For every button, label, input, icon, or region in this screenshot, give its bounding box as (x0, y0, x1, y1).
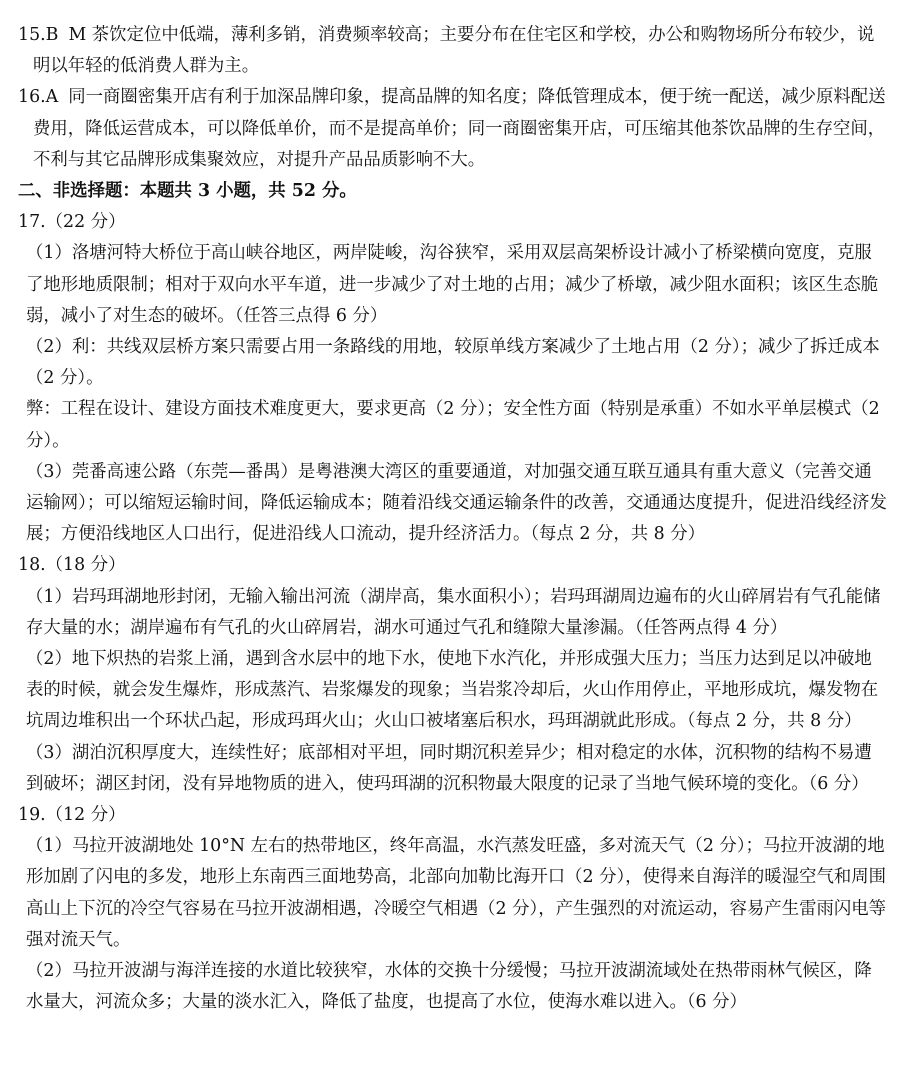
answer-16-text: 同一商圈密集开店有利于加深品牌印象，提高品牌的知名度；降低管理成本，便于统一配送，减少原料配送费用，降低运营成本，可以降低单价，而不是提高单价；同一商圈密集开店，可压缩其他茶饮品牌的生存空间，不利与其它品牌形成集聚效应，对提升产品品质影响不大。 (33, 87, 886, 170)
question-18-part-1: （1）岩玛珥湖地形封闭，无输入输出河流（湖岸高，集水面积小）；岩玛珥湖周边遍布的火山碎屑岩有气孔能储存大量的水；湖岸遍布有气孔的火山碎屑岩，湖水可通过气孔和缝隙大量渗漏。（任答两点得 4 分） (26, 586, 881, 638)
question-19-heading: 19.（12 分） (18, 805, 126, 826)
section-heading: 二、非选择题：本题共 3 小题，共 52 分。 (18, 181, 357, 202)
answer-15-label: 15.B (18, 25, 59, 45)
question-18-heading: 18.（18 分） (18, 555, 126, 576)
question-19-part-2: （2）马拉开波湖与海洋连接的水道比较狭窄，水体的交换十分缓慢；马拉开波湖流域处在热带雨林气候区，降水量大，河流众多；大量的淡水汇入，降低了盐度，也提高了水位，使海水难以进入。（6 分） (26, 961, 872, 1013)
question-17-part-1: （1）洛塘河特大桥位于高山峡谷地区，两岸陡峻，沟谷狭窄，采用双层高架桥设计减小了桥梁横向宽度，克服了地形地质限制；相对于双向水平车道，进一步减少了对土地的占用；减少了桥墩，减少阻水面积；该区生态脆弱，减小了对生态的破坏。（任答三点得 6 分） (26, 243, 879, 326)
answer-16-label: 16.A (18, 87, 59, 108)
question-17-part-2: （2）利：共线双层桥方案只需要占用一条路线的用地，较原单线方案减少了土地占用（2 分）；减少了拆迁成本（2 分）。 (26, 337, 880, 389)
answer-key-page (18, 20, 888, 1019)
answer-15-text: M 茶饮定位中低端，薄利多销，消费频率较高；主要分布在住宅区和学校，办公和购物场所分布较少，说明以年轻的低消费人群为主。 (33, 25, 875, 77)
question-17-part-2-drawbacks: 弊：工程在设计、建设方面技术难度更大，要求更高（2 分）；安全性方面（特别是承重）不如水平单层模式（2 分）。 (26, 399, 880, 451)
question-18-part-2: （2）地下炽热的岩浆上涌，遇到含水层中的地下水，使地下水汽化，并形成强大压力；当压力达到足以冲破地表的时候，就会发生爆炸，形成蒸汽、岩浆爆发的现象；当岩浆冷却后，火山作用停止，平地形成坑，爆发物在坑周边堆积出一个环状凸起，形成玛珥火山；火山口被堵塞后积水，玛珥湖就此形成。（每点 2 分，共 8 分） (26, 649, 879, 732)
question-18-part-3: （3）湖泊沉积厚度大，连续性好；底部相对平坦，同时期沉积差异少；相对稳定的水体，沉积物的结构不易遭到破坏；湖区封闭，没有异地物质的进入，使玛珥湖的沉积物最大限度的记录了当地气候环境的变化。（6 分） (26, 742, 872, 794)
question-19-part-1: （1）马拉开波湖地处 10°N 左右的热带地区，终年高温，水汽蒸发旺盛，多对流天气（2 分）；马拉开波湖的地形加剧了闪电的多发，地形上东南西三面地势高，北部向加勒比海开口（2 分），使得来自海洋的暖湿空气和周围高山上下沉的冷空气容易在马拉开波湖相遇，冷暖空气相遇（2 分），产生强烈的对流运动，容易产生雷雨闪电等强对流天气。 (26, 836, 887, 950)
question-17-part-3: （3）莞番高速公路（东莞—番禺）是粤港澳大湾区的重要通道，对加强交通互联互通具有重大意义（完善交通运输网）；可以缩短运输时间，降低运输成本；随着沿线交通运输条件的改善，交通通达度提升，促进沿线经济发展；方便沿线地区人口出行，促进沿线人口流动，提升经济活力。（每点 2 分，共 8 分） (26, 461, 887, 545)
answer-15 (18, 20, 888, 82)
question-17-heading: 17.（22 分） (18, 212, 126, 233)
answer-16 (18, 82, 888, 176)
